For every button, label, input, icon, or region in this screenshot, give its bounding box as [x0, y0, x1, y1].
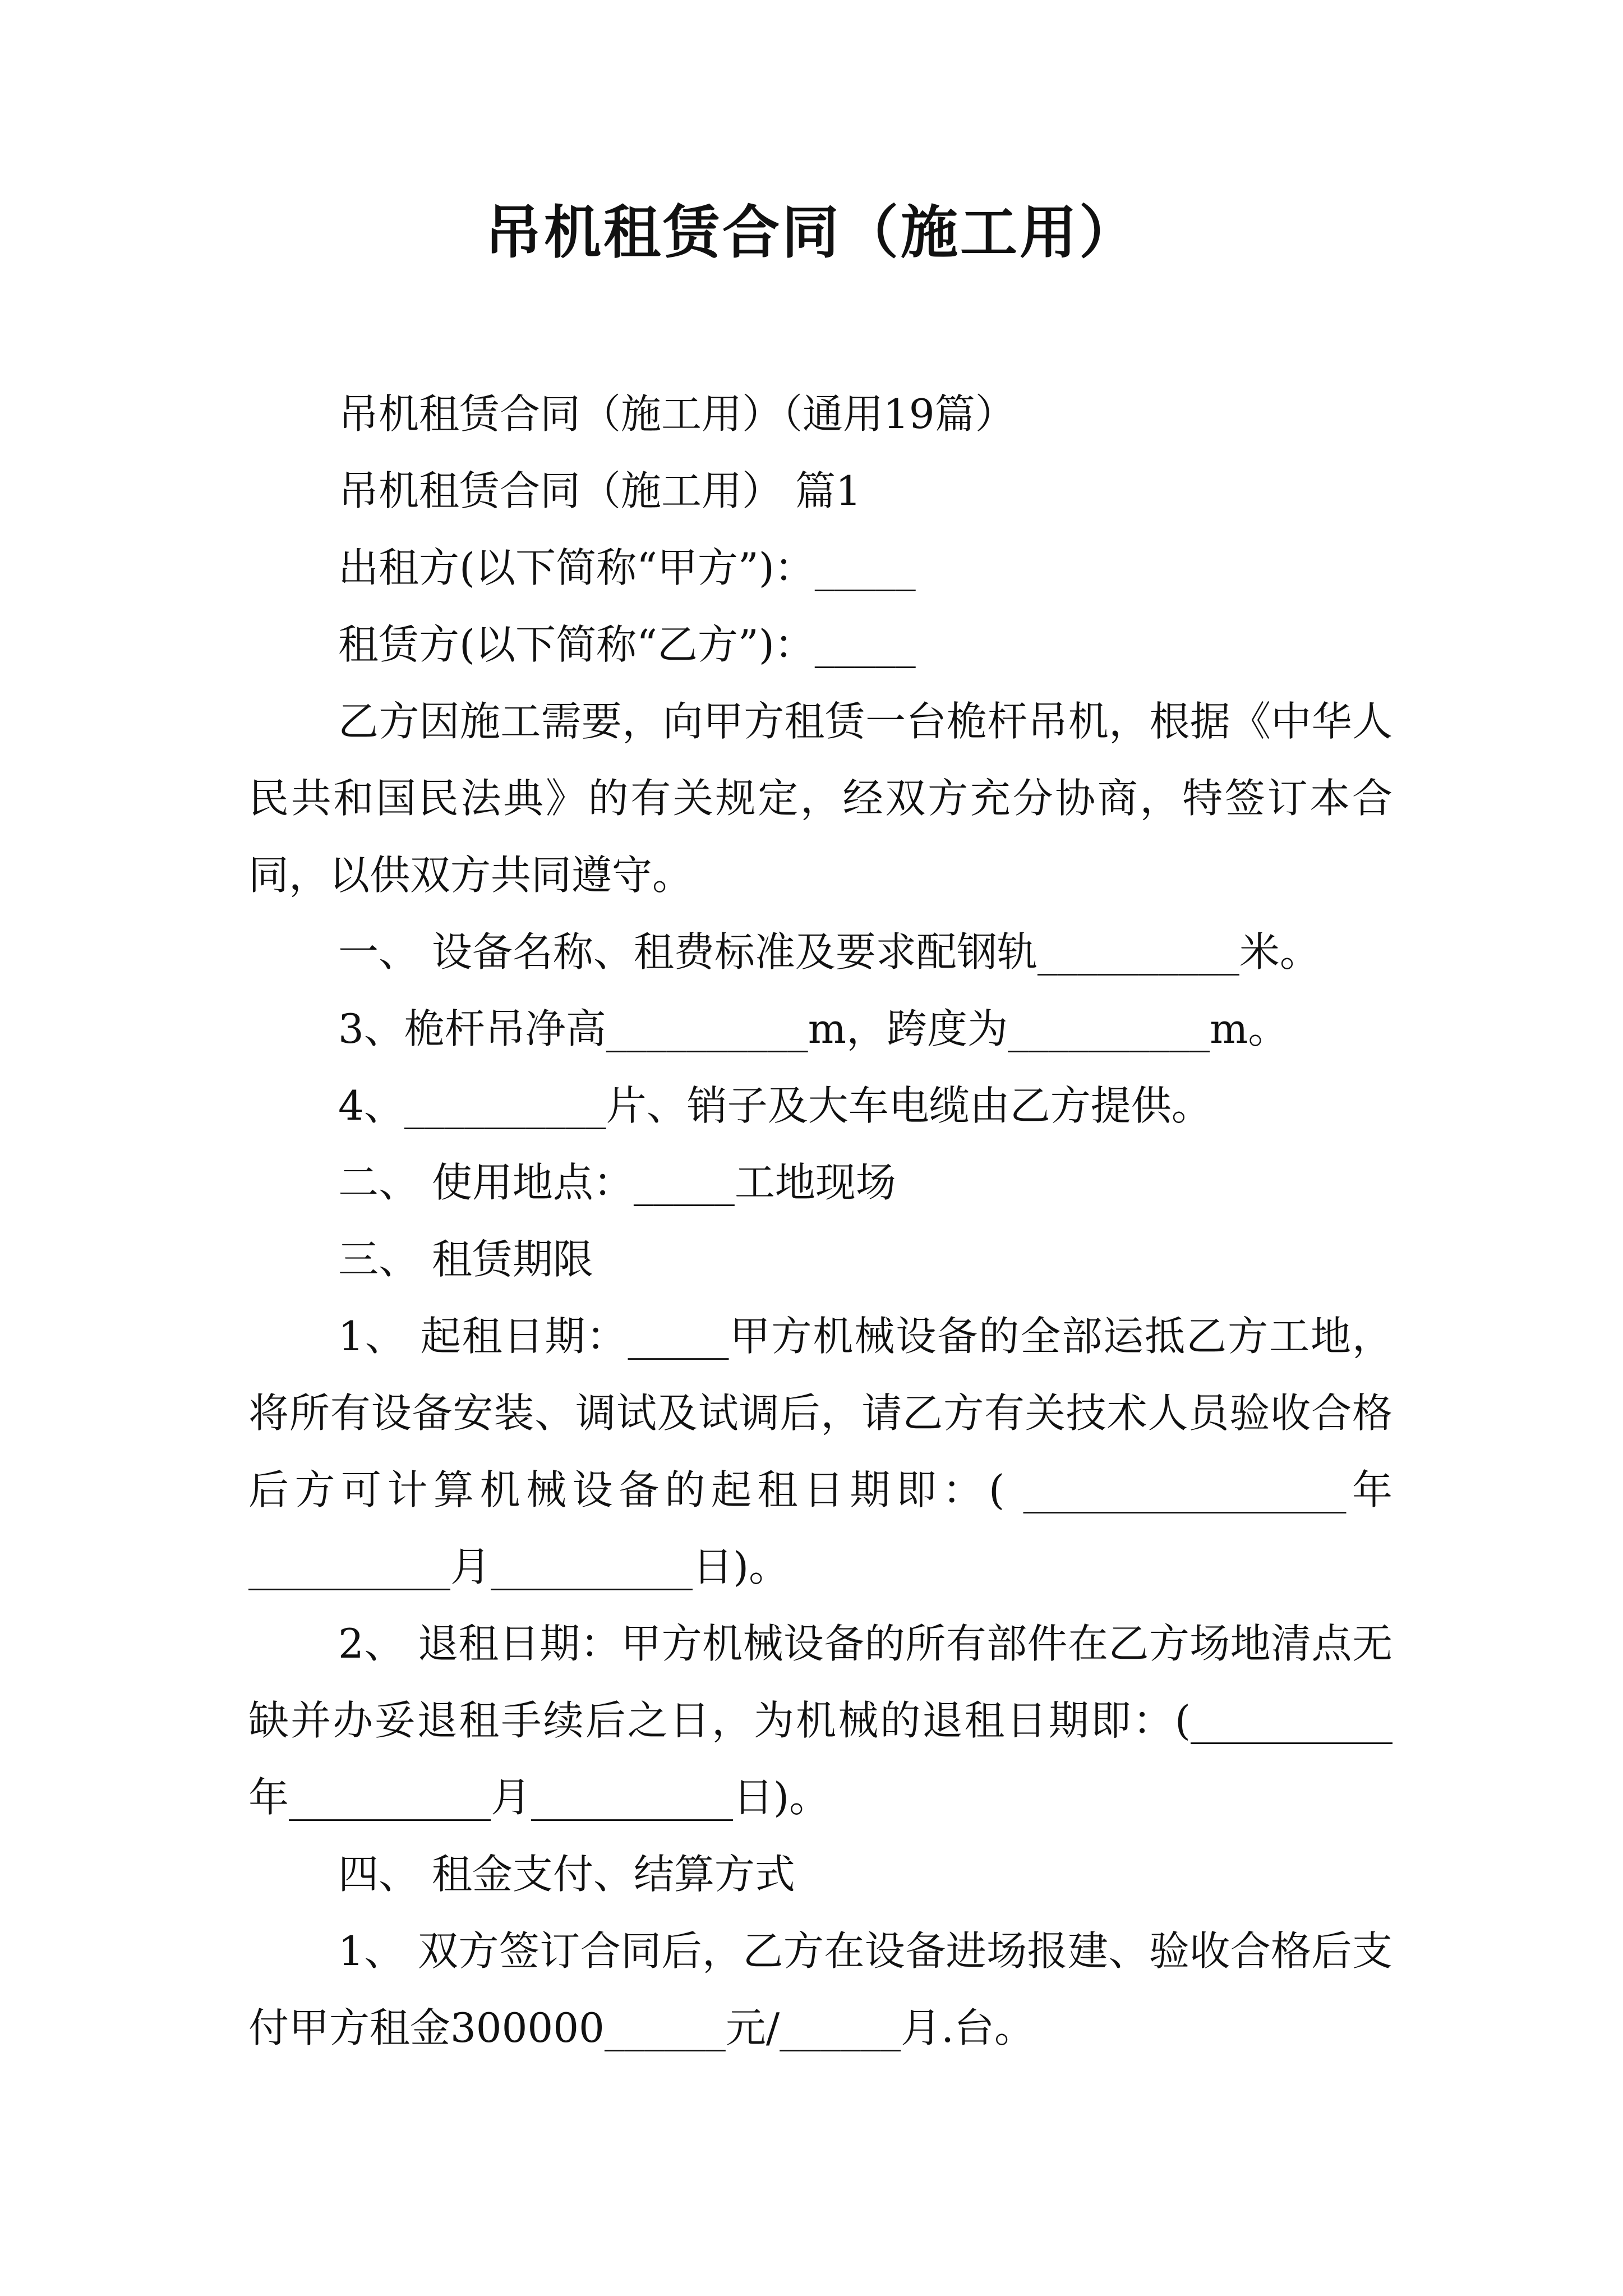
paragraph-clause-3: 三、 租赁期限: [338, 1236, 593, 1283]
document-body: [248, 376, 1393, 2067]
paragraph-preamble: 乙方因施工需要，向甲方租赁一台桅杆吊机，根据《中华人民共和国民法典》的有关规定，经双方充分协商，特签订本合同，以供双方共同遵守。: [248, 698, 1393, 899]
paragraph-lessor: 出租方(以下简称“甲方”)：_____: [338, 544, 916, 591]
document-title: 吊机租赁合同（施工用）: [485, 199, 1138, 266]
paragraph-clause-4-1: 1、 双方签订合同后，乙方在设备进场报建、验收合格后支付甲方租金300000______元/______月.台。: [248, 1927, 1393, 2051]
paragraph-clause-1-3: 3、桅杆吊净高__________m，跨度为__________m。: [338, 1005, 1289, 1052]
paragraph-lessee: 租赁方(以下简称“乙方”)：_____: [338, 621, 916, 668]
paragraph-clause-2: 二、 使用地点：_____工地现场: [338, 1159, 896, 1206]
paragraph-clause-4: 四、 租金支付、结算方式: [338, 1851, 795, 1898]
paragraph-section-heading: 吊机租赁合同（施工用） 篇1: [338, 467, 861, 514]
paragraph-clause-3-2: 2、 退租日期：甲方机械设备的所有部件在乙方场地清点无缺并办妥退租手续后之日，为机械的退租日期即：(__________年__________月__________日)。: [248, 1620, 1393, 1821]
paragraph-clause-1: 一、 设备名称、租费标准及要求配钢轨__________米。: [338, 928, 1320, 976]
paragraph-clause-3-1: 1、 起租日期：_____甲方机械设备的全部运抵乙方工地，将所有设备安装、调试及试调后，请乙方有关技术人员验收合格后方可计算机械设备的起租日期即：( ________________年__________月__________日)。: [248, 1313, 1393, 1590]
paragraph-subtitle: 吊机租赁合同（施工用）（通用19篇）: [338, 390, 1016, 438]
paragraph-clause-1-4: 4、__________片、销子及大车电缆由乙方提供。: [338, 1082, 1212, 1129]
